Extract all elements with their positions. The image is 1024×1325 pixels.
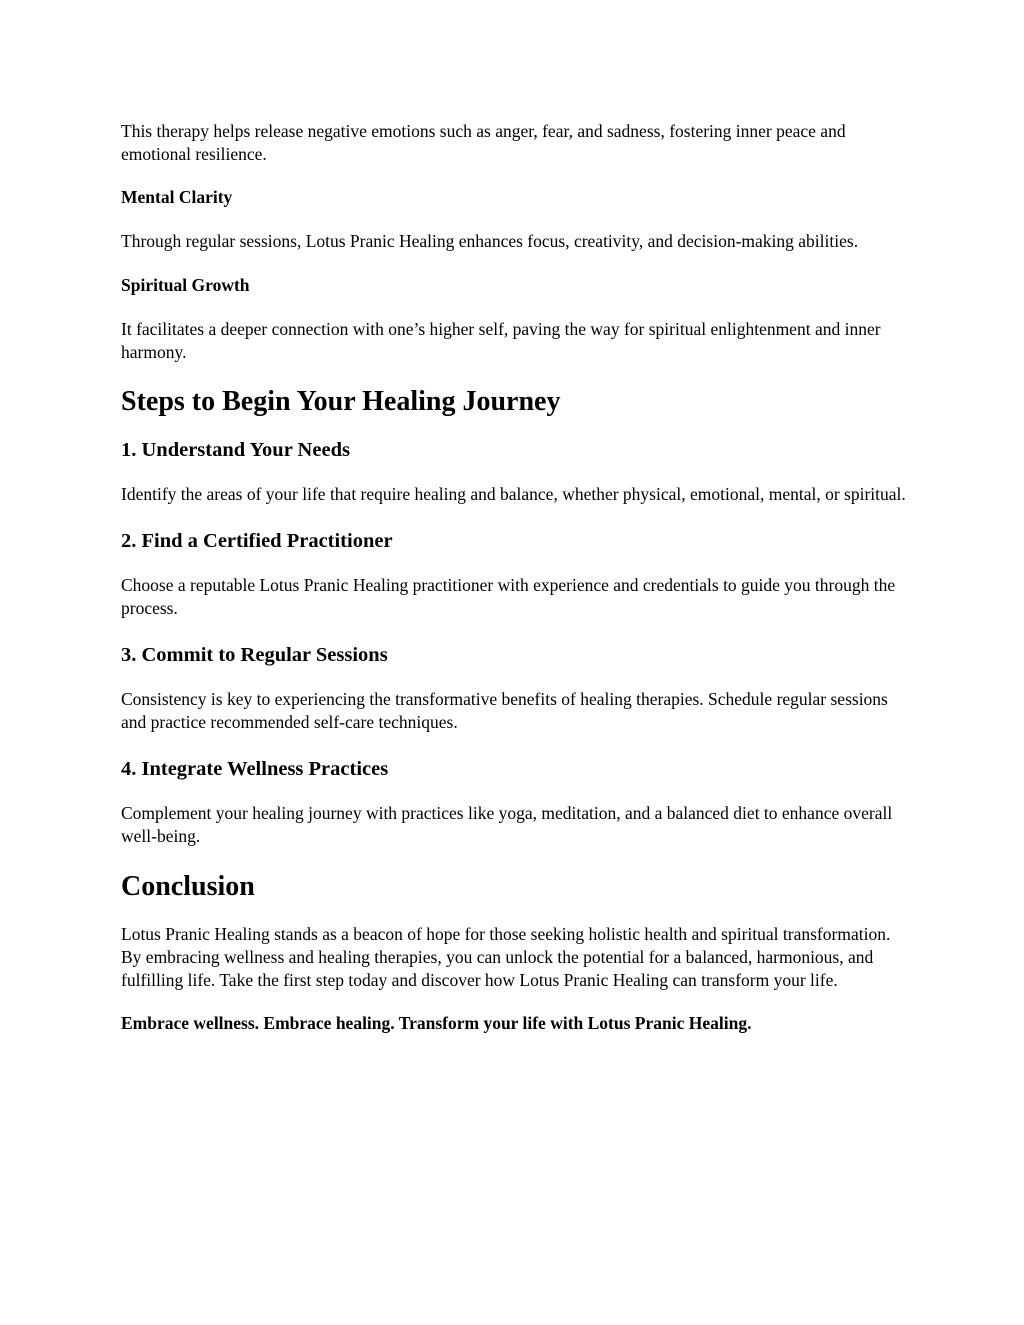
step-text: Consistency is key to experiencing the transformative benefits of healing therapies. Schedule regular sessions and practice recommended self-care techniques. xyxy=(121,689,888,732)
conclusion-text: Lotus Pranic Healing stands as a beacon of hope for those seeking holistic health and spiritual transformation. By embracing wellness and healing therapies, you can unlock the potential for a balanced, harmonious, and fulfilling life. Take the first step today and discover how Lotus Pranic Healing can transform your life. xyxy=(121,924,891,990)
intro-paragraph: This therapy helps release negative emotions such as anger, fear, and sadness, fostering inner peace and emotional resilience. xyxy=(121,121,846,164)
closing-statement: Embrace wellness. Embrace healing. Transform your life with Lotus Pranic Healing. xyxy=(121,1013,752,1033)
benefit-spiritual-growth xyxy=(121,274,911,364)
conclusion-heading: Conclusion xyxy=(121,871,255,902)
benefit-mental-clarity xyxy=(121,186,911,253)
steps-heading: Steps to Begin Your Healing Journey xyxy=(121,386,561,417)
benefit-heading: Mental Clarity xyxy=(121,187,233,207)
step-title: 1. Understand Your Needs xyxy=(121,439,350,461)
step-text: Complement your healing journey with practices like yoga, meditation, and a balanced diet to enhance overall well-being. xyxy=(121,803,893,846)
benefit-text: It facilitates a deeper connection with one’s higher self, paving the way for spiritual enlightenment and inner harmony. xyxy=(121,319,881,362)
step-title: 2. Find a Certified Practitioner xyxy=(121,530,393,552)
document-page xyxy=(121,120,911,1035)
step-item xyxy=(121,437,911,506)
step-text: Identify the areas of your life that require healing and balance, whether physical, emotional, mental, or spiritual. xyxy=(121,484,906,504)
step-item xyxy=(121,642,911,734)
step-item xyxy=(121,756,911,848)
conclusion-section xyxy=(121,870,911,1035)
step-text: Choose a reputable Lotus Pranic Healing practitioner with experience and credentials to guide you through the process. xyxy=(121,575,896,618)
step-title: 3. Commit to Regular Sessions xyxy=(121,644,388,666)
step-title: 4. Integrate Wellness Practices xyxy=(121,758,389,780)
step-item xyxy=(121,528,911,620)
benefit-heading: Spiritual Growth xyxy=(121,275,250,295)
benefit-text: Through regular sessions, Lotus Pranic Healing enhances focus, creativity, and decision-making abilities. xyxy=(121,231,859,251)
steps-section xyxy=(121,385,911,848)
